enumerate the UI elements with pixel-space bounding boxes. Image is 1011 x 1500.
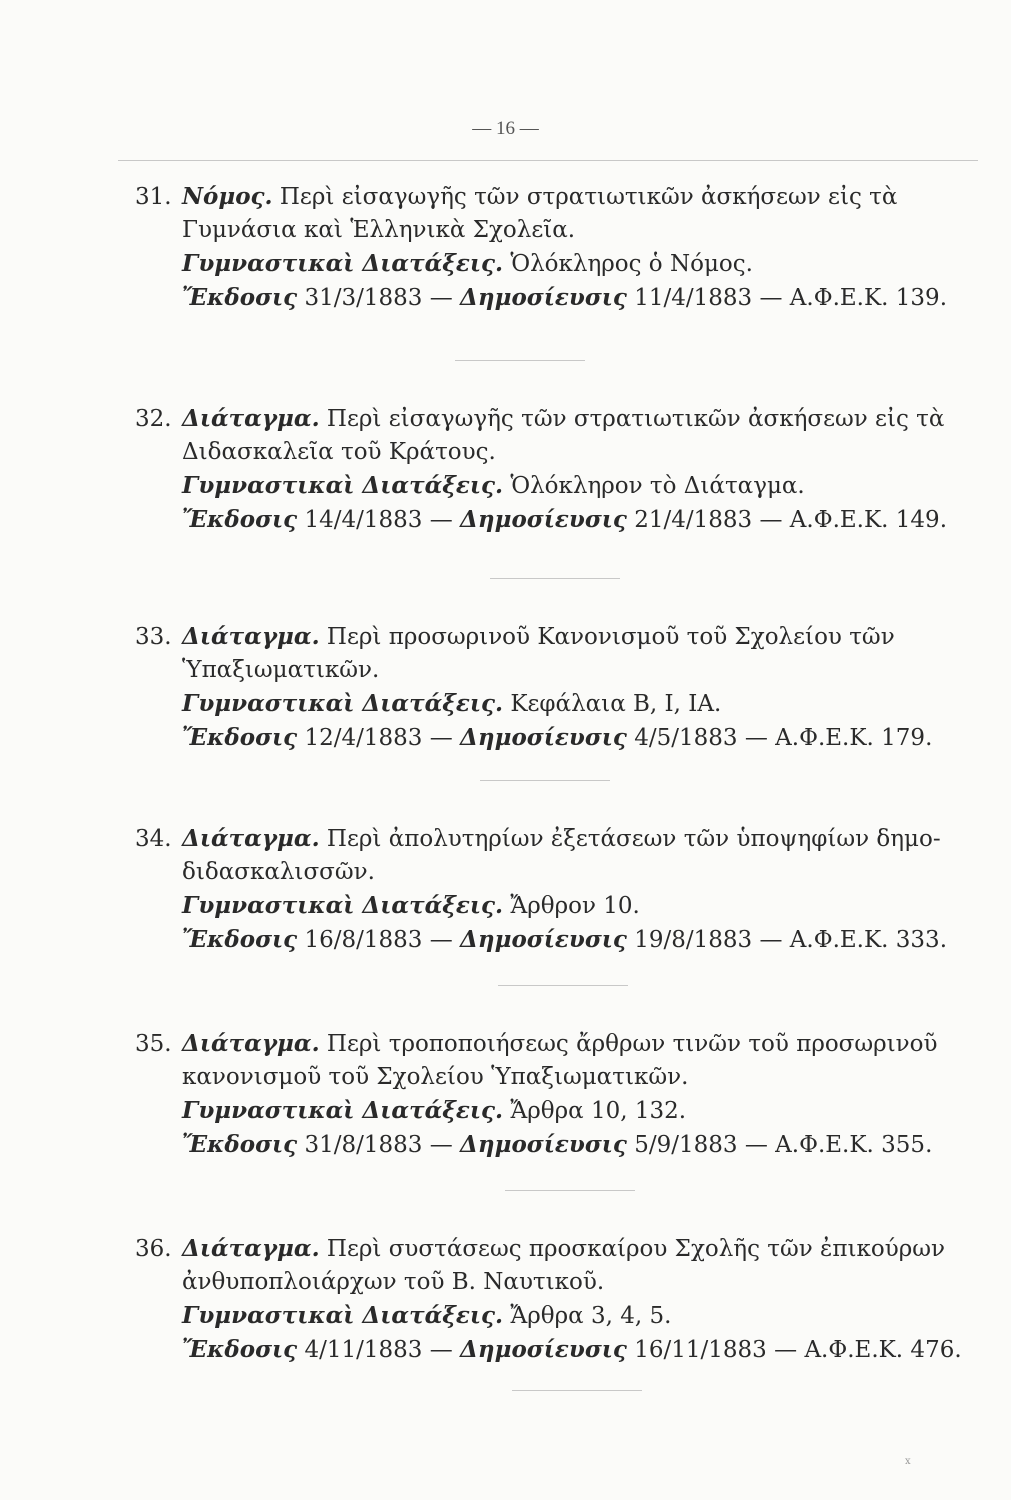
entry-provisions-line: [135, 247, 1005, 281]
edition-label: Ἔκδοσις: [182, 1336, 298, 1363]
edition-date: 14/4/1883: [304, 507, 423, 533]
entry-kind: Διάταγμα.: [182, 1235, 320, 1262]
provisions-label: Γυμναστικαὶ Διατάξεις.: [182, 1302, 504, 1329]
publication-date: 21/4/1883: [634, 507, 753, 533]
entry-title-line: [135, 822, 1005, 856]
publication-label: Δημοσίευσις: [460, 506, 627, 533]
entry-edition-line: Ἔκδοσις 4/11/1883 — Δημοσίευσις 16/11/1883 — Α.Φ.Ε.Κ. 476.: [182, 1336, 962, 1363]
entry-title-continued: Γυμνάσια καὶ Ἑλληνικὰ Σχολεῖα.: [182, 217, 576, 243]
entry-number: 35.: [135, 1031, 172, 1057]
publication-date: 11/4/1883: [634, 285, 753, 311]
entry-36: [135, 1232, 1005, 1367]
entry-separator: [505, 1190, 635, 1191]
provisions-value: Ὁλόκληρον τὸ Διάταγμα.: [510, 473, 805, 499]
entry-provisions-line: [135, 1094, 1005, 1128]
entry-separator: [455, 360, 585, 361]
publication-date: 5/9/1883: [634, 1132, 738, 1158]
entry-kind: Διάταγμα.: [182, 825, 320, 852]
edition-date: 31/8/1883: [304, 1132, 423, 1158]
fek-reference: Α.Φ.Ε.Κ. 149.: [789, 507, 948, 533]
entry-edition-line: Ἔκδοσις 12/4/1883 — Δημοσίευσις 4/5/1883 — Α.Φ.Ε.Κ. 179.: [182, 724, 933, 751]
entry-kind: Διάταγμα.: [182, 623, 320, 650]
provisions-label: Γυμναστικαὶ Διατάξεις.: [182, 690, 504, 717]
provisions-label: Γυμναστικαὶ Διατάξεις.: [182, 250, 504, 277]
entry-34: [135, 822, 1005, 957]
entry-number: 33.: [135, 624, 172, 650]
footer-mark: x: [905, 1456, 911, 1467]
publication-label: Δημοσίευσις: [460, 926, 627, 953]
header-rule: [118, 160, 978, 161]
entry-separator: [480, 780, 610, 781]
entry-title-line: [135, 402, 1005, 436]
fek-reference: Α.Φ.Ε.Κ. 333.: [789, 927, 948, 953]
edition-date: 12/4/1883: [304, 725, 423, 751]
entry-title-line: [135, 1232, 1005, 1266]
provisions-value: Ἄρθρα 10, 132.: [510, 1098, 687, 1124]
edition-label: Ἔκδοσις: [182, 284, 298, 311]
entry-number: 31.: [135, 184, 172, 210]
provisions-label: Γυμναστικαὶ Διατάξεις.: [182, 472, 504, 499]
entry-separator: [490, 578, 620, 579]
entry-separator: [512, 1390, 642, 1391]
entry-title: Περὶ εἰσαγωγῆς τῶν στρατιωτικῶν ἀσκήσεων εἰς τὰ: [326, 406, 945, 432]
fek-reference: Α.Φ.Ε.Κ. 355.: [775, 1132, 933, 1158]
entry-title-line: [135, 1027, 1005, 1061]
entry-32: [135, 402, 1005, 537]
entry-provisions-line: [135, 469, 1005, 503]
edition-label: Ἔκδοσις: [182, 926, 298, 953]
edition-date: 16/8/1883: [304, 927, 423, 953]
entry-title-continued: Διδασκαλεῖα τοῦ Κράτους.: [182, 439, 496, 465]
entry-number: 32.: [135, 406, 172, 432]
provisions-value: Κεφάλαια Β, Ι, ΙΑ.: [510, 691, 722, 717]
entry-title-continued: Ὑπαξιωματικῶν.: [182, 657, 380, 683]
provisions-value: Ὁλόκληρος ὁ Νόμος.: [510, 251, 753, 277]
entry-title: Περὶ ἀπολυτηρίων ἐξετάσεων τῶν ὑποψηφίων δημο-: [326, 826, 941, 852]
entry-number: 34.: [135, 826, 172, 852]
entry-provisions-line: [135, 889, 1005, 923]
edition-label: Ἔκδοσις: [182, 506, 298, 533]
edition-date: 4/11/1883: [304, 1337, 423, 1363]
entry-31: [135, 180, 1005, 315]
entry-33: [135, 620, 1005, 755]
entry-kind: Διάταγμα.: [182, 405, 320, 432]
publication-date: 16/11/1883: [634, 1337, 767, 1363]
provisions-label: Γυμναστικαὶ Διατάξεις.: [182, 892, 504, 919]
entry-edition-line: Ἔκδοσις 14/4/1883 — Δημοσίευσις 21/4/1883 — Α.Φ.Ε.Κ. 149.: [182, 506, 948, 533]
entry-35: [135, 1027, 1005, 1162]
publication-label: Δημοσίευσις: [460, 1336, 627, 1363]
entry-title: Περὶ εἰσαγωγῆς τῶν στρατιωτικῶν ἀσκήσεων εἰς τὰ: [279, 184, 898, 210]
entry-kind: Νόμος.: [182, 183, 273, 210]
fek-reference: Α.Φ.Ε.Κ. 476.: [804, 1337, 962, 1363]
provisions-label: Γυμναστικαὶ Διατάξεις.: [182, 1097, 504, 1124]
entry-provisions-line: [135, 687, 1005, 721]
edition-label: Ἔκδοσις: [182, 1131, 298, 1158]
entry-title-line: [135, 180, 1005, 214]
publication-label: Δημοσίευσις: [460, 284, 627, 311]
fek-reference: Α.Φ.Ε.Κ. 179.: [775, 725, 933, 751]
entry-title-continued: κανονισμοῦ τοῦ Σχολείου Ὑπαξιωματικῶν.: [182, 1064, 689, 1090]
entry-edition-line: Ἔκδοσις 16/8/1883 — Δημοσίευσις 19/8/1883 — Α.Φ.Ε.Κ. 333.: [182, 926, 948, 953]
entry-number: 36.: [135, 1236, 172, 1262]
fek-reference: Α.Φ.Ε.Κ. 139.: [789, 285, 948, 311]
entry-title-line: [135, 620, 1005, 654]
page-number: — 16 —: [472, 118, 539, 139]
publication-label: Δημοσίευσις: [460, 1131, 627, 1158]
provisions-value: Ἄρθρα 3, 4, 5.: [510, 1303, 672, 1329]
entry-separator: [498, 985, 628, 986]
entry-provisions-line: [135, 1299, 1005, 1333]
entry-title-continued: ἀνθυποπλοιάρχων τοῦ Β. Ναυτικοῦ.: [182, 1269, 605, 1295]
publication-date: 4/5/1883: [634, 725, 738, 751]
publication-date: 19/8/1883: [634, 927, 753, 953]
edition-label: Ἔκδοσις: [182, 724, 298, 751]
edition-date: 31/3/1883: [304, 285, 423, 311]
entry-title-continued: διδασκαλισσῶν.: [182, 859, 375, 885]
entry-edition-line: Ἔκδοσις 31/3/1883 — Δημοσίευσις 11/4/1883 — Α.Φ.Ε.Κ. 139.: [182, 284, 948, 311]
entry-title: Περὶ προσωρινοῦ Κανονισμοῦ τοῦ Σχολείου τῶν: [326, 624, 895, 650]
entry-kind: Διάταγμα.: [182, 1030, 320, 1057]
provisions-value: Ἄρθρον 10.: [510, 893, 640, 919]
entry-edition-line: Ἔκδοσις 31/8/1883 — Δημοσίευσις 5/9/1883 — Α.Φ.Ε.Κ. 355.: [182, 1131, 933, 1158]
publication-label: Δημοσίευσις: [460, 724, 627, 751]
entry-title: Περὶ συστάσεως προσκαίρου Σχολῆς τῶν ἐπικούρων: [326, 1236, 945, 1262]
entry-title: Περὶ τροποποιήσεως ἄρθρων τινῶν τοῦ προσωρινοῦ: [326, 1031, 938, 1057]
